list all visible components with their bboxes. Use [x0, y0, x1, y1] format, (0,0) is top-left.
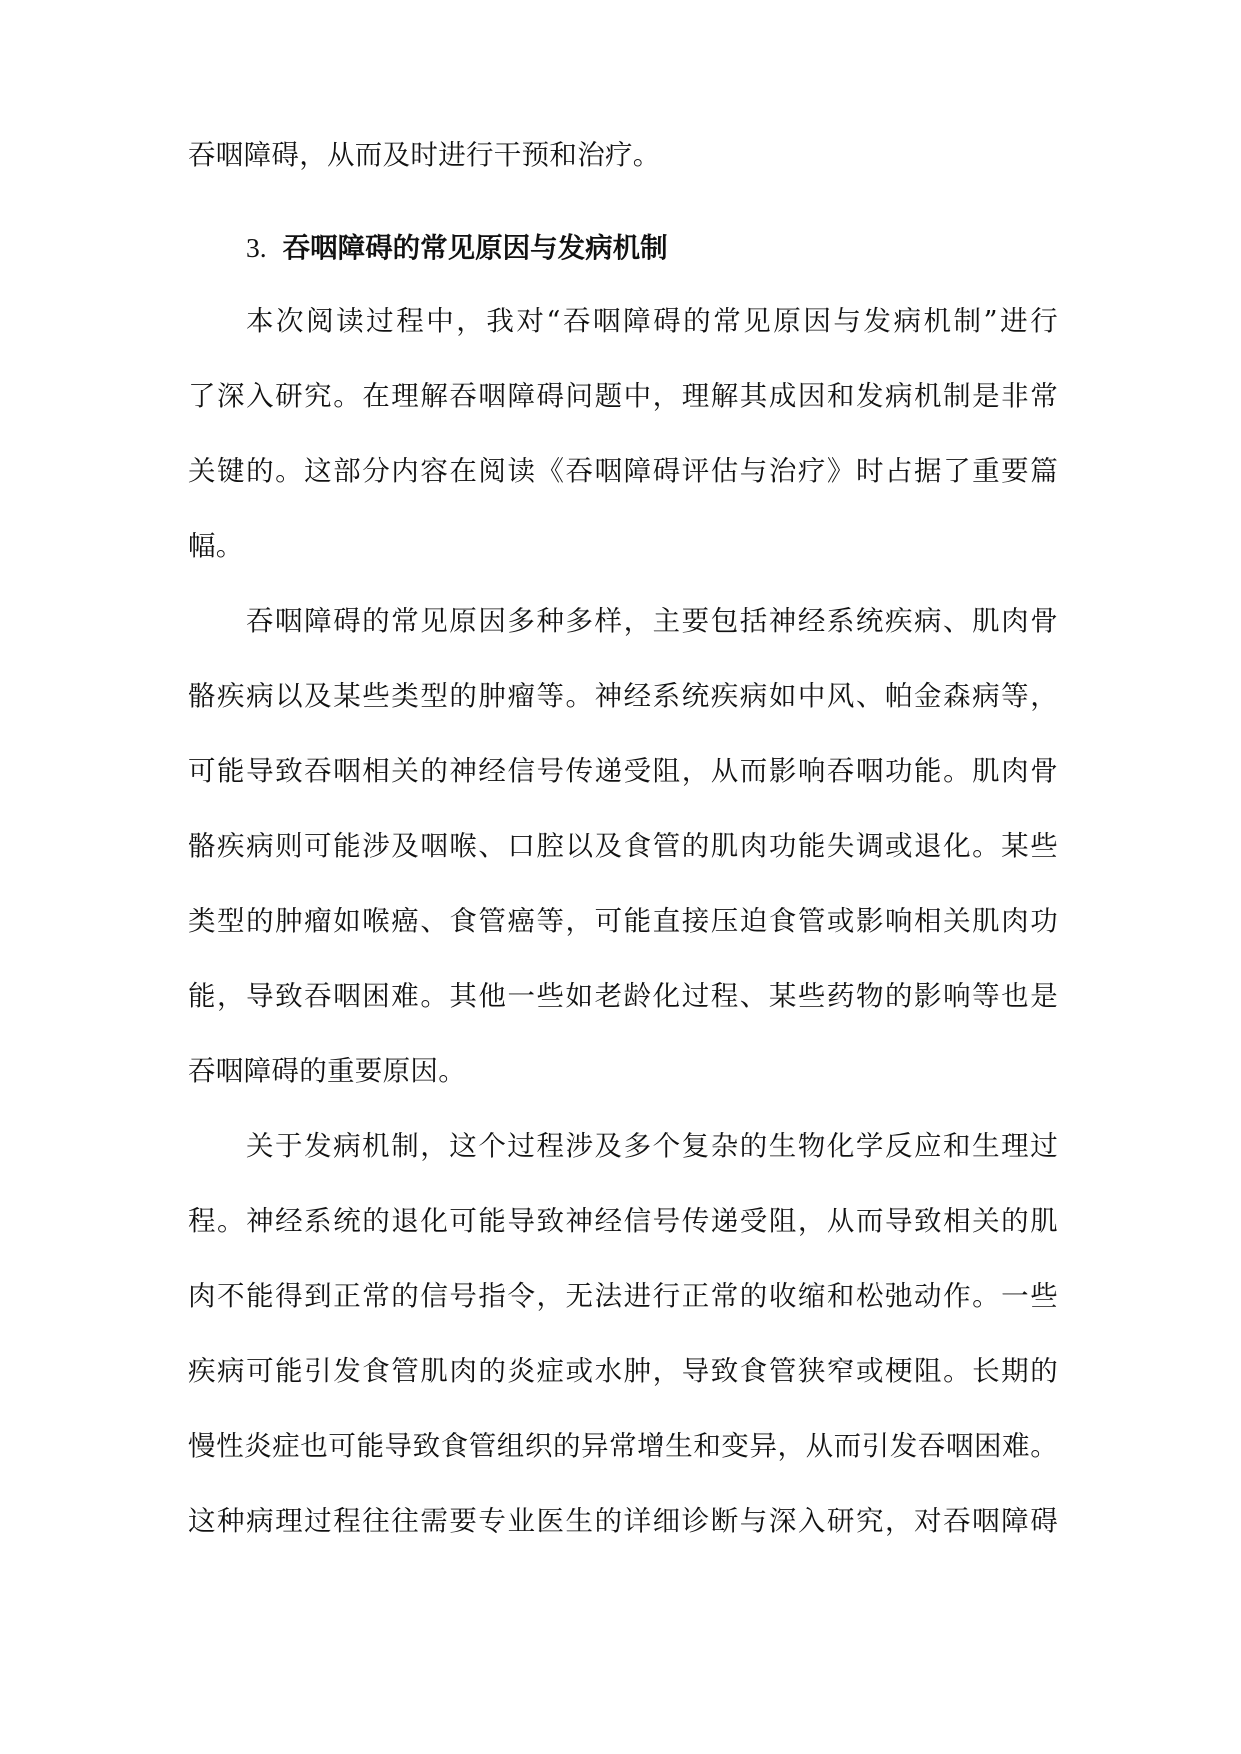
paragraph-3-line-2: 程。神经系统的退化可能导致神经信号传递受阻，从而导致相关的肌	[188, 1205, 1058, 1237]
paragraph-1-line-1: 本次阅读过程中，我对“吞咽障碍的常见原因与发病机制”进行	[246, 305, 1058, 337]
paragraph-2-line-5: 类型的肿瘤如喉癌、食管癌等，可能直接压迫食管或影响相关肌肉功	[188, 905, 1058, 937]
paragraph-2-line-3: 可能导致吞咽相关的神经信号传递受阻，从而影响吞咽功能。肌肉骨	[188, 755, 1058, 787]
paragraph-3-line-3: 肉不能得到正常的信号指令，无法进行正常的收缩和松弛动作。一些	[188, 1280, 1058, 1312]
paragraph-3-line-4: 疾病可能引发食管肌肉的炎症或水肿，导致食管狭窄或梗阻。长期的	[188, 1355, 1058, 1387]
paragraph-2-line-7: 吞咽障碍的重要原因。	[188, 1055, 466, 1087]
section-title: 吞咽障碍的常见原因与发病机制	[282, 232, 668, 264]
section-number: 3.	[246, 232, 267, 263]
paragraph-2-line-4: 骼疾病则可能涉及咽喉、口腔以及食管的肌肉功能失调或退化。某些	[188, 830, 1058, 862]
paragraph-2-line-6: 能，导致吞咽困难。其他一些如老龄化过程、某些药物的影响等也是	[188, 980, 1058, 1012]
paragraph-1-line-4: 幅。	[188, 530, 244, 562]
paragraph-1-line-2: 了深入研究。在理解吞咽障碍问题中，理解其成因和发病机制是非常	[188, 380, 1058, 412]
paragraph-2-line-1: 吞咽障碍的常见原因多种多样，主要包括神经系统疾病、肌肉骨	[246, 605, 1058, 637]
paragraph-3-line-5: 慢性炎症也可能导致食管组织的异常增生和变异，从而引发吞咽困难。	[188, 1430, 1058, 1462]
section-heading	[246, 228, 668, 268]
intro-tail-line: 吞咽障碍，从而及时进行干预和治疗。	[188, 139, 661, 171]
paragraph-3-line-1: 关于发病机制，这个过程涉及多个复杂的生物化学反应和生理过	[246, 1130, 1058, 1162]
paragraph-3-line-6: 这种病理过程往往需要专业医生的详细诊断与深入研究，对吞咽障碍	[188, 1505, 1058, 1537]
paragraph-1-line-3: 关键的。这部分内容在阅读《吞咽障碍评估与治疗》时占据了重要篇	[188, 455, 1058, 487]
paragraph-2-line-2: 骼疾病以及某些类型的肿瘤等。神经系统疾病如中风、帕金森病等，	[188, 680, 1058, 712]
